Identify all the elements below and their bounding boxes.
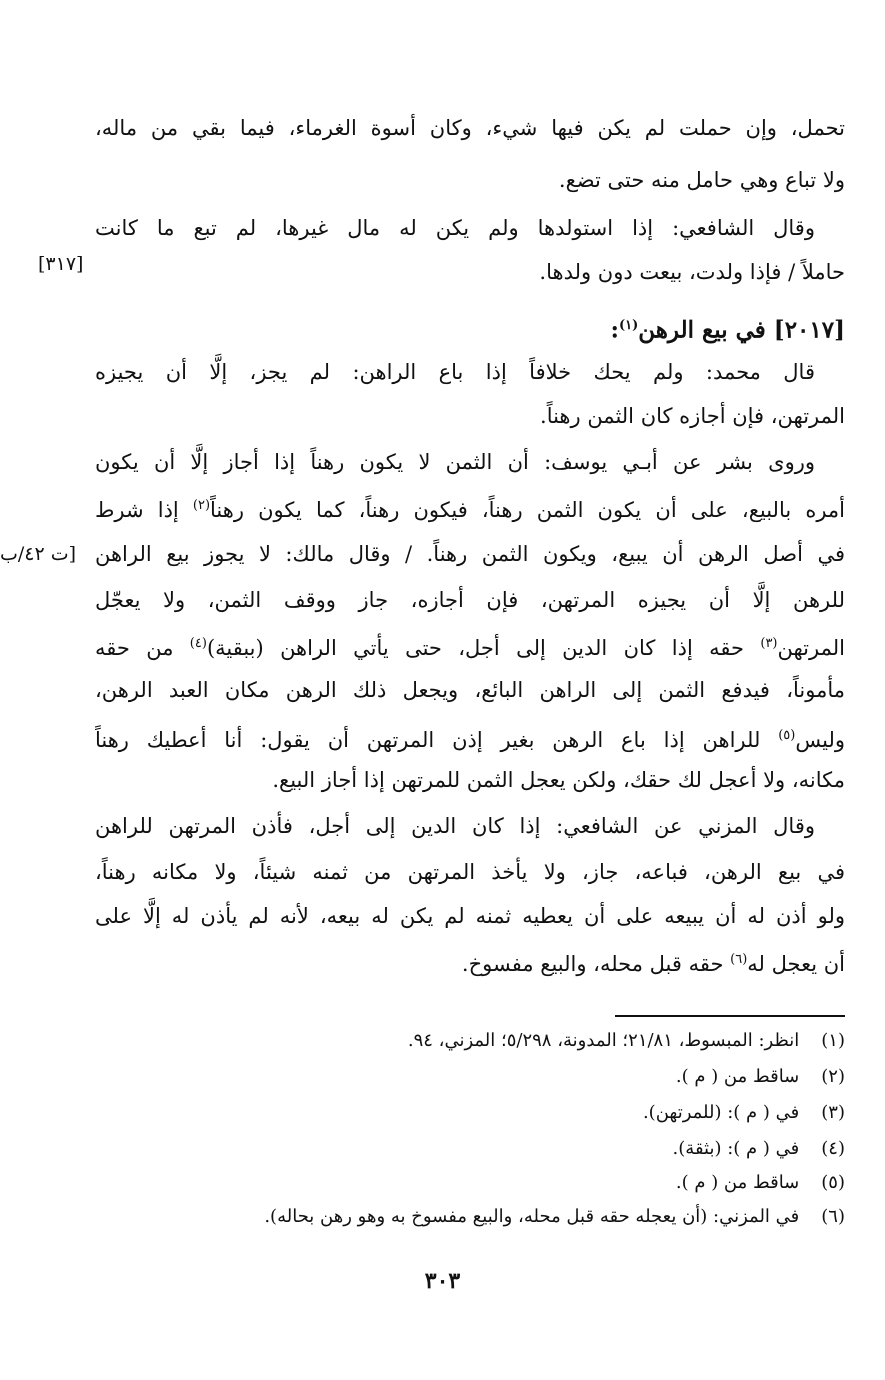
text-line: وروى بشر عن أبـي يوسف: أن الثمن لا يكون رهناً إذا أجاز إلَّا أن يكون (95, 450, 815, 474)
text-line: وقال المزني عن الشافعي: إذا كان الدين إلى أجل، فأذن المرتهن للراهن (95, 814, 815, 838)
footnote-ref: (٢) (192, 498, 211, 513)
footnote-ref: (١) (618, 318, 639, 333)
footnote-number: (٣) (821, 1102, 845, 1123)
text-line: في أصل الرهن أن يبيع، ويكون الثمن رهناً. / وقال مالك: لا يجوز بيع الراهن (95, 542, 845, 566)
footnote-ref: (٦) (730, 952, 748, 967)
section-number: [٢٠١٧] (773, 316, 845, 344)
text-span: المرتهن (777, 636, 845, 660)
text-line: للرهن إلَّا أن يجيزه المرتهن، فإن أجازه، جاز ووقف الثمن، ولا يعجّل (95, 588, 845, 612)
footnote (676, 1060, 845, 1094)
footnote-text: انظر: المبسوط، ٢١/٨١؛ المدونة، ٥/٢٩٨؛ المزني، ٩٤. (407, 1030, 800, 1051)
footnote-text: في ( م ): (بثقة). (672, 1138, 800, 1159)
text-span: حقه قبل محله، والبيع مفسوخ. (461, 952, 731, 976)
footnote-text: ساقط من ( م ). (675, 1172, 800, 1193)
text-line: وقال الشافعي: إذا استولدها ولم يكن له مال غيرها، لم تبع ما كانت (95, 216, 815, 240)
footnote (643, 1096, 845, 1130)
text-line: المرتهن، فإن أجازه كان الثمن رهناً. (540, 404, 845, 428)
text-span: إذا شرط (95, 498, 193, 522)
footnote (408, 1024, 845, 1058)
text-line: مكانه، ولا أعجل لك حقك، ولكن يعجل الثمن للمرتهن إذا أجاز البيع. (272, 768, 845, 792)
footnote-number: (١) (821, 1030, 845, 1051)
footnote (676, 1166, 845, 1200)
footnote-ref: (٥) (778, 728, 796, 743)
footnote (673, 1132, 845, 1166)
footnote-text: في المزني: (أن يعجله حقه قبل محله، والبيع مفسوخ به وهو رهن بحاله). (264, 1206, 800, 1227)
text-line: في بيع الرهن، فباعه، جاز، ولا يأخذ المرتهن من ثمنه شيئاً، ولا مكانه رهناً، (95, 860, 845, 884)
footnote (264, 1200, 845, 1234)
text-span: من حقه (95, 636, 190, 660)
text-line: تحمل، وإن حملت لم يكن فيها شيء، وكان أسوة الغرماء، فيما بقي من ماله، (95, 116, 845, 140)
footnote-text: في ( م ): (للمرتهن). (642, 1102, 800, 1123)
text-span: أن يعجل له (747, 952, 845, 976)
margin-reference: [ت ٤٢/ب (0, 543, 77, 565)
footnote-text: ساقط من ( م ). (675, 1066, 800, 1087)
footnote-ref: (٤) (189, 636, 207, 651)
text-line: حاملاً / فإذا ولدت، بيعت دون ولدها. (539, 260, 845, 284)
text-span: حقه إذا كان الدين إلى أجل، حتى يأتي الراهن (ببقية) (206, 636, 761, 660)
text-line (95, 716, 845, 760)
section-heading (610, 306, 845, 351)
margin-reference: [٣١٧] (38, 253, 84, 275)
text-span: للراهن إذا باع الرهن بغير إذن المرتهن أن يقول: أنا أعطيك رهناً (95, 728, 779, 752)
text-line: ولا تباع وهي حامل منه حتى تضع. (558, 168, 845, 192)
text-line (95, 624, 845, 668)
page-number: ٣٠٣ (424, 1268, 461, 1294)
text-line: ولو أذن له أن يبيعه على أن يعطيه ثمنه لم يكن له بيعه، لأنه لم يأذن له إلَّا على (95, 904, 845, 928)
footnote-number: (٥) (821, 1172, 845, 1193)
text-line: قال محمد: ولم يحك خلافاً إذا باع الراهن: لم يجز، إلَّا أن يجيزه (95, 360, 815, 384)
footnote-number: (٤) (821, 1138, 845, 1159)
footnote-ref: (٣) (760, 636, 778, 651)
text-span: وليس (795, 728, 845, 752)
section-title: في بيع الرهن (638, 316, 766, 344)
text-span: أمره بالبيع، على أن يكون الثمن رهناً، فيكون رهناً، كما يكون رهناً (210, 498, 845, 522)
text-line: مأموناً، فيدفع الثمن إلى الراهن البائع، ويجعل ذلك الرهن مكان العبد الرهن، (95, 678, 845, 702)
footnote-divider (615, 1015, 845, 1017)
footnote-number: (٢) (821, 1066, 845, 1087)
heading-colon: : (610, 316, 619, 344)
text-line (95, 486, 845, 530)
footnote-number: (٦) (821, 1206, 845, 1227)
text-line (95, 940, 845, 984)
